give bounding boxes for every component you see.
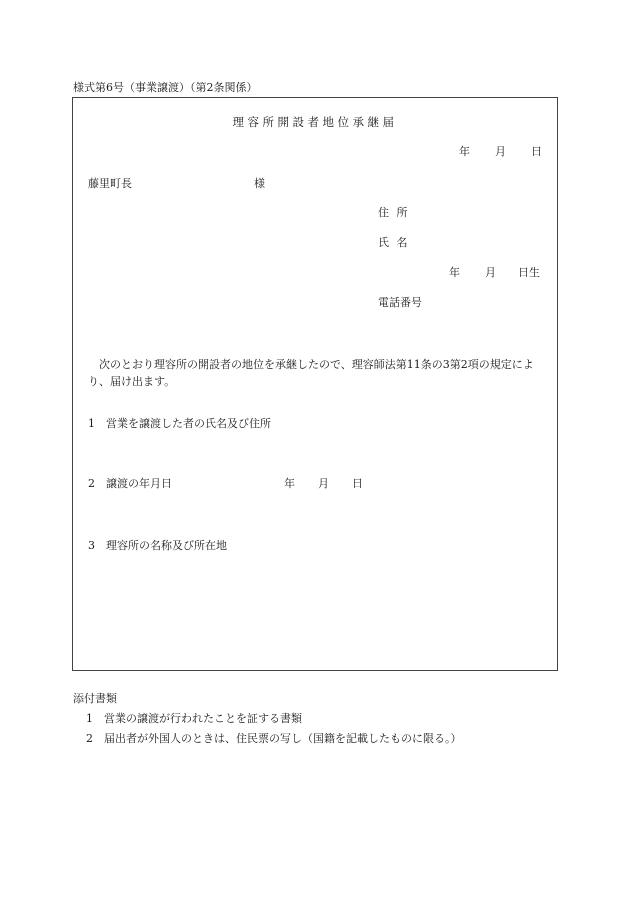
addressee: 藤里町長	[88, 177, 132, 190]
submission-date-day-label: 日	[531, 145, 542, 158]
form-number-label: 様式第6号（事業譲渡）（第2条関係）	[73, 81, 258, 94]
form-title: 理容所開設者地位承継届	[232, 115, 398, 129]
transfer-date-year-label: 年	[284, 477, 295, 490]
item-barbershop-name-location: 3 理容所の名称及び所在地	[88, 539, 227, 552]
birth-month-label: 月	[485, 266, 496, 279]
birth-day-label: 日生	[518, 266, 540, 279]
item-transfer-date: 2 譲渡の年月日	[88, 477, 172, 490]
attachment-item: 1 営業の譲渡が行われたことを証する書類	[86, 712, 302, 725]
notification-body-text: 次のとおり理容所の開設者の地位を承継したので、理容師法第11条の3第2項の規定により、届け出ます。	[88, 358, 534, 388]
item-transferor-name-address: 1 営業を譲渡した者の氏名及び住所	[88, 417, 271, 430]
transfer-date-day-label: 日	[352, 477, 363, 490]
addressee-honorific: 様	[254, 177, 265, 190]
birth-year-label: 年	[449, 266, 460, 279]
transfer-date-month-label: 月	[318, 477, 329, 490]
applicant-name-label: 氏 名	[378, 236, 410, 249]
applicant-address-label: 住 所	[378, 206, 410, 219]
applicant-phone-label: 電話番号	[378, 296, 422, 309]
submission-date-year-label: 年	[459, 145, 470, 158]
submission-date-month-label: 月	[495, 145, 506, 158]
attachments-heading: 添付書類	[73, 692, 117, 705]
attachment-item: 2 届出者が外国人のときは、住民票の写し（国籍を記載したものに限る。）	[86, 732, 462, 745]
